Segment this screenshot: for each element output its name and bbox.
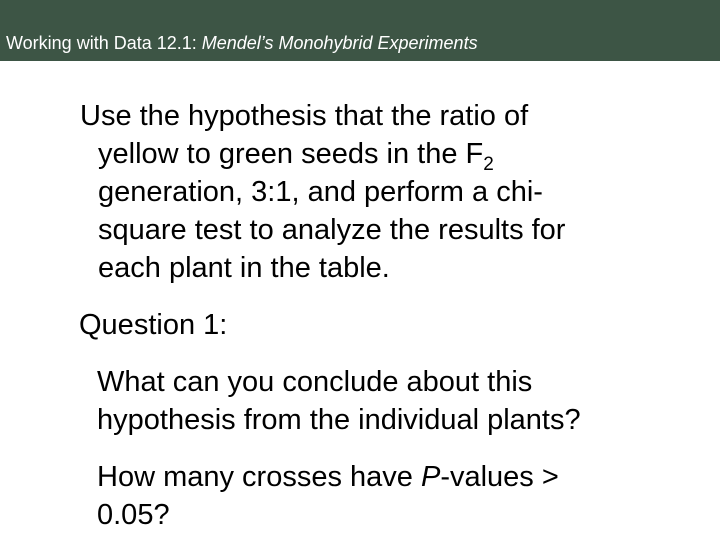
slide-title-italic: Mendel’s Monohybrid Experiments: [201, 33, 478, 53]
question-label: Question 1:: [79, 309, 228, 341]
answer-1-line: What can you conclude about this: [97, 366, 533, 398]
intro-line: each plant in the table.: [98, 252, 390, 284]
answer-2-line: [97, 458, 657, 496]
answer-1-line: hypothesis from the individual plants?: [97, 404, 581, 436]
answer-2: [97, 458, 657, 534]
answer-2-p-italic: P: [420, 461, 441, 493]
f-subscript: 2: [483, 154, 494, 175]
slide-title-prefix: Working with Data 12.1:: [6, 33, 202, 53]
intro-line-text: yellow to green seeds in the F: [98, 138, 484, 170]
intro-line: [80, 135, 640, 173]
answer-1: [97, 363, 657, 439]
answer-2-prefix: How many crosses have: [97, 461, 421, 493]
intro-line: Use the hypothesis that the ratio of: [80, 100, 529, 132]
slide-title: [6, 33, 478, 54]
intro-line: generation, 3:1, and perform a chi-: [98, 176, 543, 208]
intro-line: square test to analyze the results for: [98, 214, 566, 246]
header-bar: [0, 0, 720, 61]
answer-2-suffix: -values >: [440, 461, 559, 493]
intro-paragraph: [80, 97, 640, 287]
answer-2-line: 0.05?: [97, 499, 170, 531]
